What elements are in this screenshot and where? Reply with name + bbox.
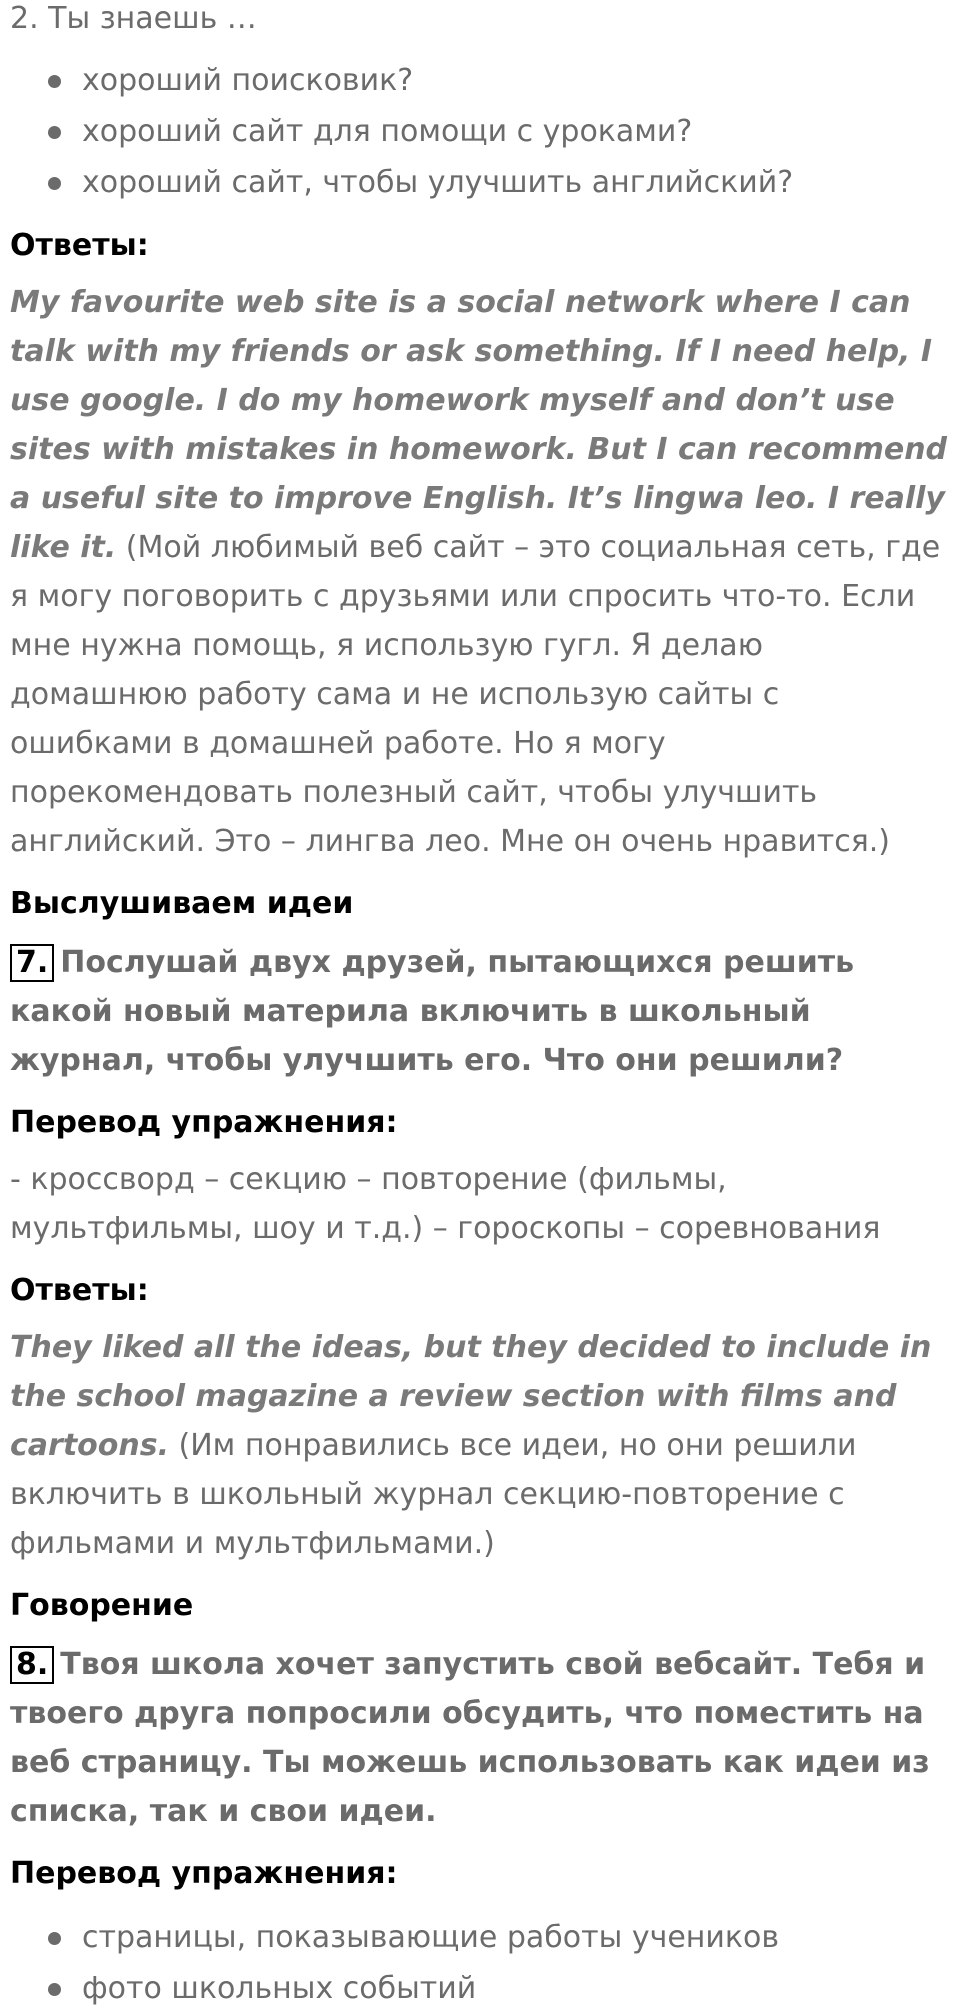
idea-list [10, 1912, 950, 2014]
list-item [10, 1963, 950, 2014]
answer-paragraph [10, 278, 950, 866]
list-item [10, 157, 950, 208]
answers-heading: Ответы: [10, 228, 149, 263]
speaking-heading: Говорение [10, 1588, 194, 1623]
task-text: Твоя школа хочет запустить свой вебсайт. Тебя и твоего друга попросили обсудить, что поместить на веб страницу. Ты можешь использовать как идеи из списка, так и свои идеи. [10, 1647, 930, 1829]
task-8 [10, 1640, 950, 1836]
translation-heading: Перевод упражнения: [10, 1105, 398, 1140]
translation-heading: Перевод упражнения: [10, 1856, 398, 1891]
list-item-text: фото школьных событий [82, 1971, 477, 2006]
answer-paragraph [10, 1323, 950, 1568]
list-item-text: хороший сайт для помощи с уроками? [82, 114, 693, 149]
bullet-icon [48, 1932, 61, 1945]
bullet-icon [48, 75, 61, 88]
list-item [10, 106, 950, 157]
list-item-text: хороший сайт, чтобы улучшить английский? [82, 165, 794, 200]
task-text: Послушай двух друзей, пытающихся решить какой новый материла включить в школьный журнал, чтобы улучшить его. Что они решили? [10, 945, 855, 1078]
listening-heading: Выслушиваем идеи [10, 886, 354, 921]
list-item [10, 1912, 950, 1963]
section-intro: 2. Ты знаешь … [10, 1, 257, 36]
bullet-icon [48, 1983, 61, 1996]
list-item-text: страницы, показывающие работы учеников [82, 1920, 780, 1955]
answer-russian: (Мой любимый веб сайт – это социальная сеть, где я могу поговорить с друзьями или спросить что-то. Если мне нужна помощь, я использую гугл. Я делаю домашнюю работу сама и не использую сайты с ошибками в домашней работе. Но я могу порекомендовать полезный сайт, чтобы улучшить английский. Это – лингва лео. Мне он очень нравится.) [10, 530, 941, 859]
list-item [10, 55, 950, 106]
question-list [10, 55, 950, 208]
bullet-icon [48, 177, 61, 190]
task-number-box: 8. [10, 1646, 54, 1684]
bullet-icon [48, 126, 61, 139]
translation-text: - кроссворд – секцию – повторение (фильмы, мультфильмы, шоу и т.д.) – гороскопы – соревнования [10, 1162, 881, 1246]
answer-russian: (Им понравились все идеи, но они решили включить в школьный журнал секцию-повторение с фильмами и мультфильмами.) [10, 1428, 857, 1561]
list-item-text: хороший поисковик? [82, 63, 414, 98]
task-7 [10, 938, 950, 1085]
task-number-box: 7. [10, 944, 54, 982]
answer-english: They liked all the ideas, but they decided to include in the school magazine a review section with films and cartoons. [10, 1330, 932, 1463]
answer-english: My favourite web site is a social network where I can talk with my friends or ask something. If I need help, I use google. I do my homework myself and don’t use sites with mistakes in homework. But I can recommend a useful site to improve English. It’s lingwa leo. I really like it. [10, 285, 948, 565]
answers-heading: Ответы: [10, 1273, 149, 1308]
